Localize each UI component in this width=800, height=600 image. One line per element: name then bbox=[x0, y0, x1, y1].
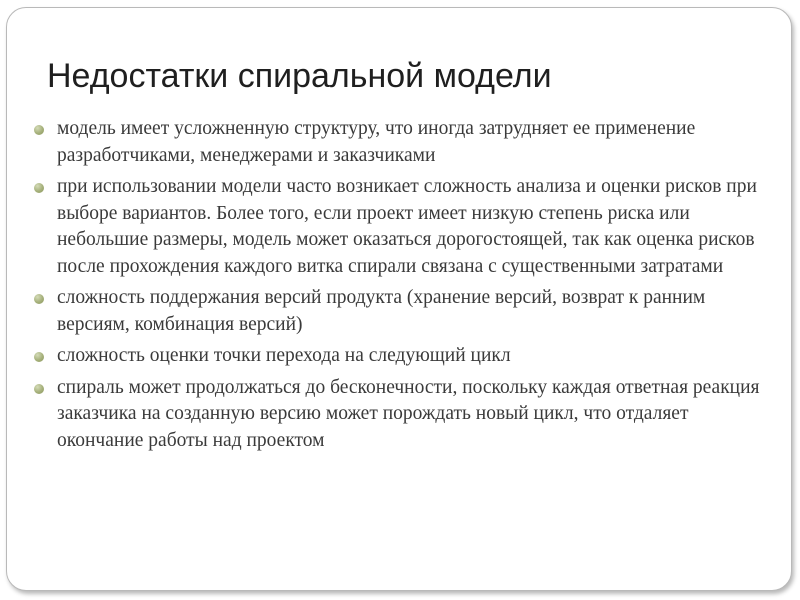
list-item bbox=[57, 174, 777, 280]
bullet-dot-icon bbox=[34, 352, 44, 362]
bullet-text: модель имеет усложненную структуру, что иногда затрудняет ее применение разработчиками, менеджерами и заказчиками bbox=[57, 118, 696, 166]
list-item bbox=[57, 343, 777, 370]
bullet-text: сложность оценки точки перехода на следующий цикл bbox=[57, 345, 511, 366]
slide-frame bbox=[6, 7, 792, 591]
bullet-dot-icon bbox=[34, 183, 44, 193]
slide-title: Недостатки спиральной модели bbox=[47, 57, 552, 95]
bullet-dot-icon bbox=[34, 125, 44, 135]
bullet-list bbox=[57, 116, 777, 459]
bullet-text: сложность поддержания версий продукта (хранение версий, возврат к ранним версиям, комбинация версий) bbox=[57, 287, 706, 335]
bullet-dot-icon bbox=[34, 294, 44, 304]
bullet-dot-icon bbox=[34, 384, 44, 394]
list-item bbox=[57, 285, 777, 338]
bullet-text: при использовании модели часто возникает сложность анализа и оценки рисков при выборе вариантов. Более того, если проект имеет низкую степень риска или небольшие размеры, модель может оказаться дорогостоящей, так как оценка рисков после прохождения каждого витка спирали связана с существенными затратами bbox=[57, 176, 757, 277]
list-item bbox=[57, 116, 777, 169]
bullet-text: спираль может продолжаться до бесконечности, поскольку каждая ответная реакция заказчика на созданную версию может порождать новый цикл, что отдаляет окончание работы над проектом bbox=[57, 376, 760, 451]
list-item bbox=[57, 375, 777, 455]
